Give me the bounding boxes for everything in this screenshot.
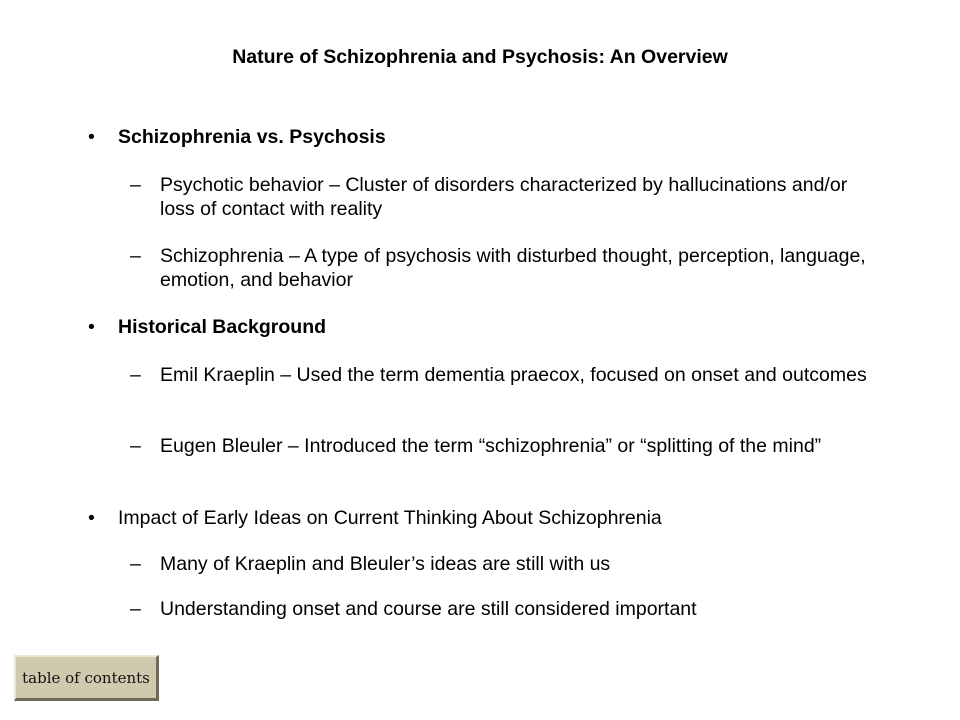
dash-mark: – [130, 435, 141, 457]
sub-item-text: Understanding onset and course are still considered important [160, 598, 697, 620]
sub-item-text: Eugen Bleuler – Introduced the term “schizophrenia” or “splitting of the mind” [160, 435, 822, 457]
bullet-mark: • [88, 316, 95, 338]
section-heading-label: Historical Background [118, 316, 327, 338]
dash-mark: – [130, 364, 141, 386]
dash-mark: – [130, 553, 141, 575]
dash-mark: – [130, 245, 141, 267]
table-of-contents-button[interactable]: table of contents [14, 655, 159, 701]
bullet-mark: • [88, 126, 95, 148]
bullet-mark: • [88, 507, 95, 529]
slide-title: Nature of Schizophrenia and Psychosis: An Overview [232, 46, 728, 68]
section-heading-label: Schizophrenia vs. Psychosis [118, 126, 386, 148]
dash-mark: – [130, 598, 141, 620]
sub-item-text: Many of Kraeplin and Bleuler’s ideas are still with us [160, 553, 611, 575]
dash-mark: – [130, 174, 141, 196]
sub-item-text: Emil Kraeplin – Used the term dementia praecox, focused on onset and outcomes [160, 364, 867, 386]
sub-item-text: Psychotic behavior – Cluster of disorders characterized by hallucinations and/or loss of contact with reality [160, 174, 848, 220]
section-heading-label: Impact of Early Ideas on Current Thinking About Schizophrenia [118, 507, 662, 529]
sub-item-text: Schizophrenia – A type of psychosis with disturbed thought, perception, language, emotion, and behavior [160, 245, 866, 291]
